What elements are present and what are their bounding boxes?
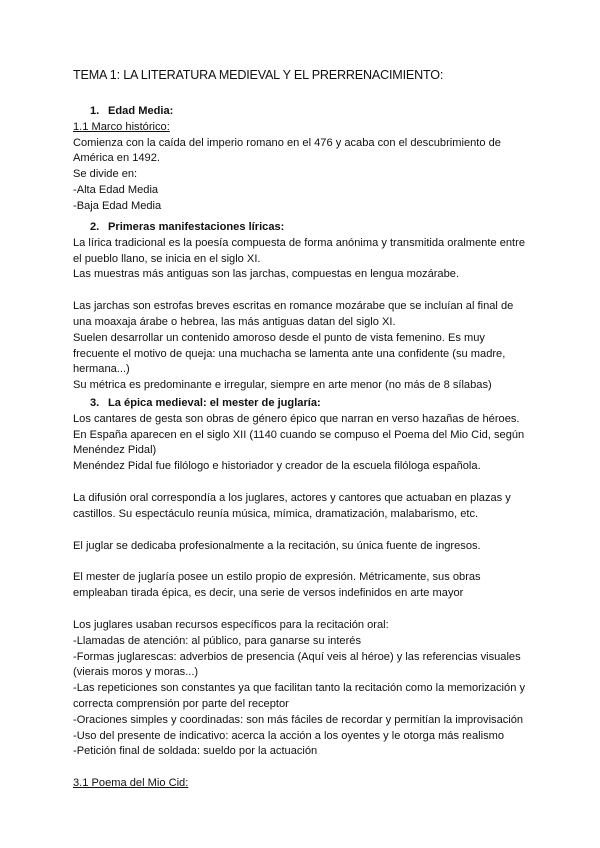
section-heading-text: La épica medieval: el mester de juglaría:	[108, 397, 321, 409]
section-number: 3.	[90, 397, 100, 409]
list-item: -Uso del presente de indicativo: acerca la acción a los oyentes y le otorga más realismo	[73, 729, 505, 742]
text-line: Las jarchas son estrofas breves escritas en romance mozárabe que se incluían al final de	[73, 300, 514, 313]
text-line: Menéndez Pidal)	[73, 444, 157, 457]
text-line: En España aparecen en el siglo XII (1140 cuando se compuso el Poema del Mio Cid, según	[73, 428, 525, 441]
section-edad-media	[73, 104, 533, 215]
text-line: una moaxaja árabe o hebrea, las más antiguas datan del siglo XI.	[73, 315, 396, 328]
section-heading	[73, 220, 533, 236]
text-line: La difusión oral correspondía a los juglares, actores y cantores que actuaban en plazas y	[73, 491, 511, 504]
list-item: -Oraciones simples y coordinadas: son más fáciles de recordar y permitían la improvisación	[73, 713, 524, 726]
paragraph-gap	[73, 602, 533, 618]
section-heading-text: Primeras manifestaciones líricas:	[108, 221, 285, 233]
list-item: -Llamadas de atención: al público, para ganarse su interés	[73, 634, 361, 647]
section-number: 1.	[90, 105, 100, 117]
paragraph-gap	[73, 523, 533, 539]
text-line: Se divide en:	[73, 168, 138, 181]
document-title: TEMA 1: LA LITERATURA MEDIEVAL Y EL PRERRENACIMIENTO:	[73, 68, 444, 82]
text-line: Los cantares de gesta son obras de género épico que narran en verso hazañas de héroes.	[73, 412, 520, 425]
text-line: -Alta Edad Media	[73, 183, 159, 196]
section-heading-text: Edad Media:	[108, 105, 174, 117]
text-line: empleaban tirada épica, es decir, una serie de versos indefinidos en arte mayor	[73, 587, 464, 600]
section-heading	[73, 396, 533, 412]
text-line: El mester de juglaría posee un estilo propio de expresión. Métricamente, sus obras	[73, 571, 481, 584]
list-item: -Las repeticiones son constantes ya que facilitan tanto la recitación como la memorización y	[73, 682, 525, 695]
list-item: (vierais moros y moras...)	[73, 666, 199, 679]
paragraph-gap	[73, 554, 533, 570]
text-line: La lírica tradicional es la poesía compuesta de forma anónima y transmitida oralmente entre	[73, 236, 525, 249]
text-line: El juglar se dedicaba profesionalmente a la recitación, su única fuente de ingresos.	[73, 539, 481, 552]
text-line: Menéndez Pidal fue filólogo e historiador y creador de la escuela filóloga española.	[73, 460, 481, 473]
list-item: -Formas juglarescas: adverbios de presencia (Aquí veis al héroe) y las referencias visuales	[73, 650, 521, 663]
subheading-marco-historico: 1.1 Marco histórico:	[73, 120, 170, 133]
text-line: el pueblo llano, se inicia en el siglo XI.	[73, 252, 261, 265]
text-line: Su métrica es predominante e irregular, siempre en arte menor (no más de 8 sílabas)	[73, 379, 492, 392]
section-heading	[73, 104, 533, 120]
text-line: hermana...)	[73, 363, 130, 376]
list-item: -Petición final de soldada: sueldo por la actuación	[73, 745, 318, 758]
paragraph-gap	[73, 283, 533, 299]
text-line: América en 1492.	[73, 152, 160, 165]
subheading-poema-mio-cid: 3.1 Poema del Mio Cid:	[73, 777, 189, 790]
text-line: Comienza con la caída del imperio romano en el 476 y acaba con el descubrimiento de	[73, 136, 501, 149]
text-line: castillos. Su espectáculo reunía música, mímica, dramatización, malabarismo, etc.	[73, 507, 479, 520]
section-epica-medieval	[73, 396, 533, 792]
text-line: frecuente el motivo de queja: una muchacha se lamenta ante una confidente (su madre,	[73, 347, 506, 360]
section-primeras-manifestaciones	[73, 220, 533, 394]
text-line: -Baja Edad Media	[73, 199, 162, 212]
section-number: 2.	[90, 221, 100, 233]
text-line: Las muestras más antiguas son las jarchas, compuestas en lengua mozárabe.	[73, 268, 460, 281]
text-line: Suelen desarrollar un contenido amoroso desde el punto de vista femenino. Es muy	[73, 331, 485, 344]
paragraph-gap	[73, 475, 533, 491]
list-item: correcta comprensión por parte del receptor	[73, 697, 289, 710]
text-line: Los juglares usaban recursos específicos para la recitación oral:	[73, 618, 389, 631]
paragraph-gap	[73, 760, 533, 776]
